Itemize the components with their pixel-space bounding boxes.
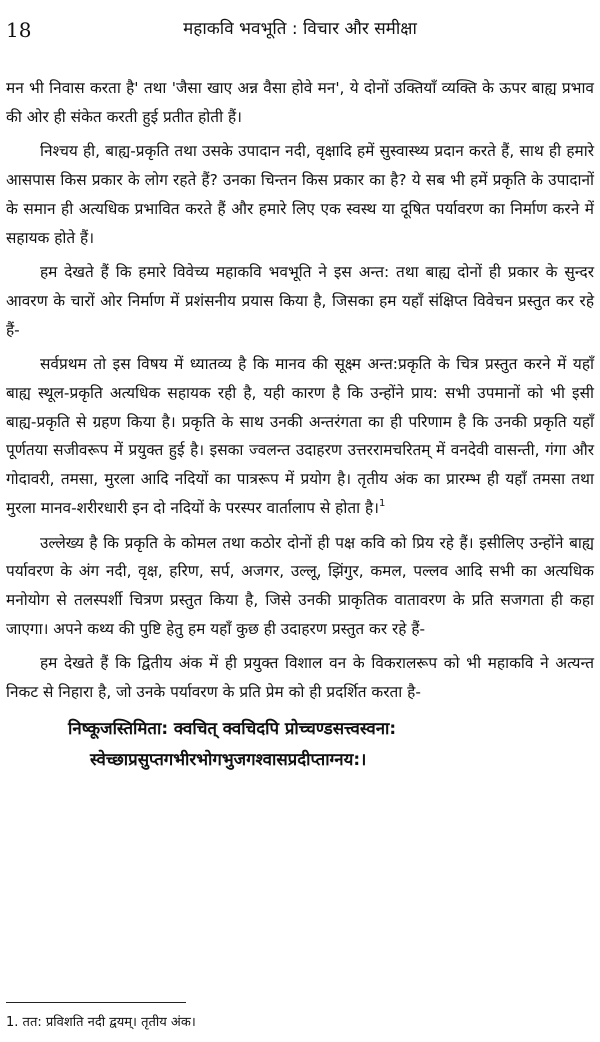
verse-line-2: स्वेच्छाप्रसुप्तगभीरभोगभुजगश्वासप्रदीप्ताग्नय:। [90,748,367,769]
paragraph-4 [6,350,594,522]
sanskrit-verse [6,713,594,775]
verse-line-1: निष्कूजस्तिमिता: क्वचित् क्वचिदपि प्रोच्चण्डसत्त्वस्वना: [68,717,397,738]
paragraph-4-text: सर्वप्रथम तो इस विषय में ध्यातव्य है कि मानव की सूक्ष्म अन्त:प्रकृति के चित्र प्रस्तुत करने में यहाँ बाह्य स्थूल-प्रकृति अत्यधिक सहायक रही है, यही कारण है कि उन्होंने प्राय: सभी उपमानों को भी इसी बाह्य-प्रकृति से ग्रहण किया है। प्रकृति के साथ उनकी अन्तरंगता का ही परिणाम है कि उनकी प्रकृति यहाँ पूर्णतया सजीवरूप में प्रयुक्त हुई है। इसका ज्वलन्त उदाहरण उत्तररामचरितम् में वनदेवी वासन्ती, गंगा और गोदावरी, तमसा, मुरला आदि नदियों का पात्ररूप में प्रयोग है। तृतीय अंक का प्रारम्भ ही यहाँ तमसा तथा मुरला मानव-शरीरधारी इन दो नदियों के परस्पर वार्तालाप से होता है। [6,355,594,517]
page-number: 18 [6,18,32,42]
paragraph-6: हम देखते हैं कि द्वितीय अंक में ही प्रयुक्त विशाल वन के विकरालरूप को भी महाकवि ने अत्यन्त निकट से निहारा है, जो उनके पर्यावरण के प्रति प्रेम को ही प्रदर्शित करता है- [6,654,594,702]
page-header [0,6,600,46]
running-title: महाकवि भवभूति : विचार और समीक्षा [183,19,417,39]
paragraph-1: मन भी निवास करता है' तथा 'जैसा खाए अन्न वैसा होवे मन', ये दोनों उक्तियाँ व्यक्ति के ऊपर बाह्य प्रभाव की ओर ही संकेत करती हुई प्रतीत होती हैं। [6,79,594,126]
paragraph-3: हम देखते हैं कि हमारे विवेच्य महाकवि भवभूति ने इस अन्त: तथा बाह्य दोनों ही प्रकार के सुन्दर आवरण के चारों ओर निर्माण में प्रशंसनीय प्रयास किया है, जिसका हम यहाँ संक्षिप्त विवेचन प्रस्तुत कर रहे हैं- [6,263,594,339]
footnote-reference: 1 [379,497,386,509]
paragraph-5: उल्लेख्य है कि प्रकृति के कोमल तथा कठोर दोनों ही पक्ष कवि को प्रिय रहे हैं। इसीलिए उन्होंने बाह्य पर्यावरण के अंग नदी, वृक्ष, हरिण, सर्प, अजगर, उल्लू, झिंगुर, कमल, पल्लव आदि सभी का अत्यधिक मनोयोग से तलस्पर्शी चित्रण प्रस्तुत किया है, जिसे उनकी प्राकृतिक वातावरण के प्रति सजगता ही कहा जाएगा। अपने कथ्य की पुष्टि हेतु हम यहाँ कुछ ही उदाहरण प्रस्तुत कर रहे हैं- [6,533,594,638]
body-text [6,74,594,775]
footnote-divider [6,1002,186,1003]
paragraph-2: निश्चय ही, बाह्य-प्रकृति तथा उसके उपादान नदी, वृक्षादि हमें सुस्वास्थ्य प्रदान करते हैं, साथ ही हमारे आसपास किस प्रकार के लोग रहते हैं? उनका चिन्तन किस प्रकार का है? ये सब भी हमें प्रकृति के उपादानों के समान ही अत्यधिक प्रभावित करते हैं और हमारे लिए एक स्वस्थ या दूषित पर्यावरण का निर्माण करने में सहायक होते हैं। [6,142,594,247]
footnote: 1. तत: प्रविशति नदी द्वयम्। तृतीय अंक। [6,1015,196,1030]
